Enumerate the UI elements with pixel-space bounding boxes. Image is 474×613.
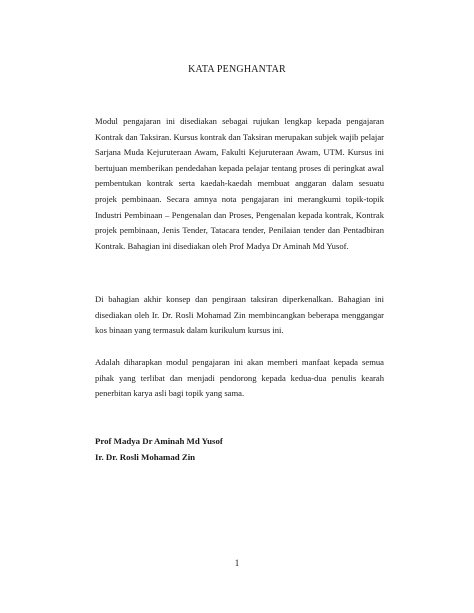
page-number: 1 <box>234 558 240 568</box>
paragraph-introduction: Modul pengajaran ini disediakan sebagai rujukan lengkap kepada pengajaran Kontrak dan Taksiran. Kursus kontrak dan Taksiran merupakan subjek wajib pelajar Sarjana Muda Kejuruteraan Awam, Fakulti Kejuruteraan Awam, UTM. Kursus ini bertujuan memberikan pendedahan kepada pelajar tentang proses di peringkat awal pembentukan kontrak serta kaedah-kaedah membuat anggaran dalam sesuatu projek pembinaan. Secara amnya nota pengajaran ini merangkumi topik-topik Industri Pembinaan – Pengenalan dan Proses, Pengenalan kepada kontrak, Kontrak projek pembinaan, Jenis Tender, Tatacara tender, Penilaian tender dan Pentadbiran Kontrak. Bahagian ini disediakan oleh Prof Madya Dr Aminah Md Yusof. <box>95 116 384 251</box>
paragraph-taksiran: Di bahagian akhir konsep dan pengiraan taksiran diperkenalkan. Bahagian ini disediakan oleh Ir. Dr. Rosli Mohamad Zin membincangkan beberapa menggangar kos binaan yang termasuk dalam kurikulum kursus ini. <box>95 294 384 336</box>
page-title: KATA PENGHANTAR <box>188 64 286 75</box>
signature-author-1: Prof Madya Dr Aminah Md Yusof <box>95 436 223 446</box>
signature-block <box>95 433 384 465</box>
paragraph-closing: Adalah diharapkan modul pengajaran ini akan memberi manfaat kepada semua pihak yang terlibat dan menjadi pendorong kepada kedua-dua penulis kearah penerbitan karya asli bagi topik yang sama. <box>95 357 384 399</box>
signature-author-2: Ir. Dr. Rosli Mohamad Zin <box>95 452 196 462</box>
